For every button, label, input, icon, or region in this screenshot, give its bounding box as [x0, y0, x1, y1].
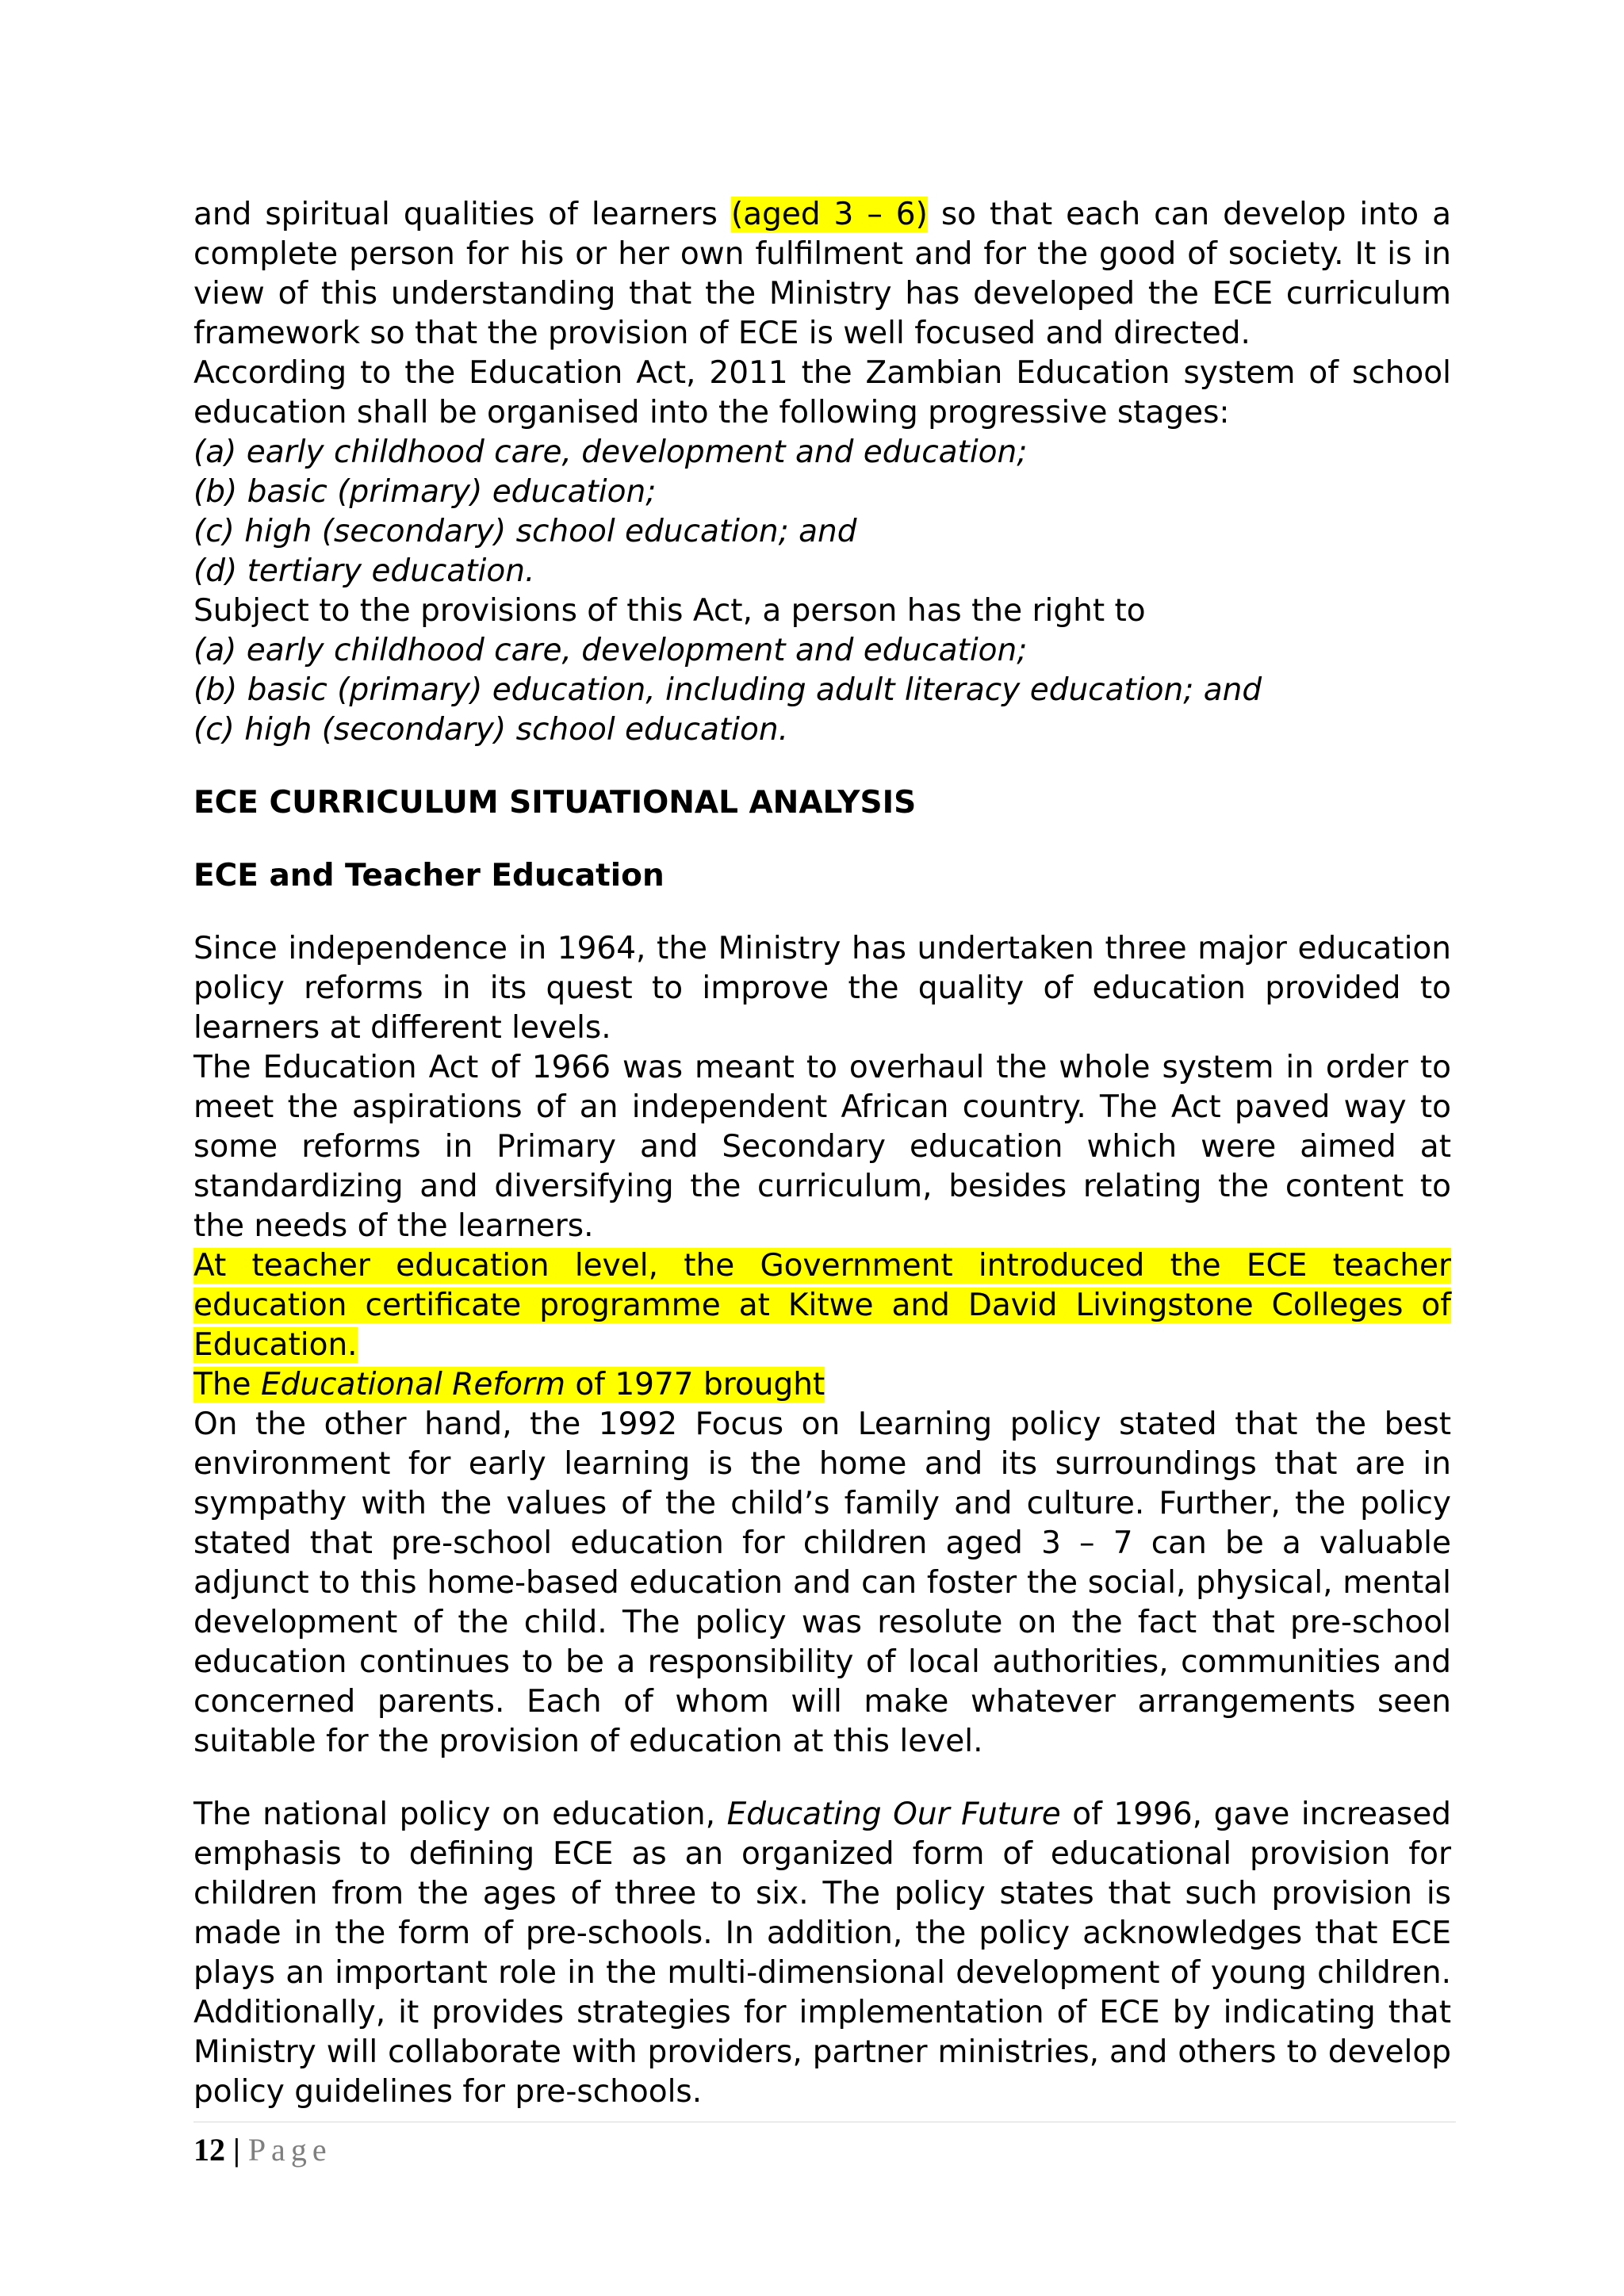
- reform-title: Educational Reform: [260, 1367, 565, 1402]
- subsection-heading-teacher-education: ECE and Teacher Education: [193, 858, 665, 894]
- national-policy-paragraph: [193, 1795, 1451, 2112]
- educational-reform-line: [193, 1365, 1451, 1405]
- reform-text-end: of 1977 brought: [565, 1367, 825, 1402]
- right-item: (a) early childhood care, development and education;: [193, 633, 1028, 668]
- page-indicator: [193, 2130, 1456, 2170]
- teacher-education-highlight: At teacher education level, the Government introduced the ECE teacher education certificate programme at Kitwe and David Livingstone Colleges of Education.: [193, 1248, 1451, 1363]
- section-heading-situational-analysis: ECE CURRICULUM SITUATIONAL ANALYSIS: [193, 785, 917, 821]
- footer-separator: |: [233, 2132, 240, 2168]
- focus-on-learning-paragraph: On the other hand, the 1992 Focus on Learning policy stated that the best environment for early learning is the home and its surroundings that are in sympathy with the values of the child’s family and culture. Further, the policy stated that pre-school education for children aged 3 – 7 can be a valuable adjunct to this home-based education and can foster the social, physical, mental development of the child. The policy was resolute on the fact that pre-school education continues to be a responsibility of local authorities, communities and concerned parents. Each of whom will make whatever arrangements seen suitable for the provision of education at this level.: [193, 1406, 1451, 1759]
- independence-paragraph: Since independence in 1964, the Ministry has undertaken three major education policy reforms in its quest to improve the quality of education provided to learners at different levels.: [193, 931, 1451, 1046]
- page-footer: [193, 2122, 1456, 2170]
- right-item: (c) high (secondary) school education.: [193, 712, 788, 748]
- document-page: [193, 195, 1451, 2112]
- reform-text-start: The: [193, 1367, 261, 1402]
- national-text-end: of 1996, gave increased emphasis to defining ECE as an organized form of educational provision for children from the ages of three to six. The policy states that such provision is made in the form of pre-schools. In addition, the policy acknowledges that ECE plays an important role in the multi-dimensional development of young children. Additionally, it provides strategies for implementation of ECE by indicating that Ministry will collaborate with providers, partner ministries, and others to develop policy guidelines for pre-schools.: [193, 1797, 1451, 2110]
- intro-text-end: so that each can develop into a complete person for his or her own fulfilment and for the good of society. It is in view of this understanding that the Ministry has developed the ECE curriculum framework so that the provision of ECE is well focused and directed.: [193, 197, 1451, 351]
- page-label: Page: [247, 2132, 332, 2168]
- stage-item: (b) basic (primary) education;: [193, 474, 657, 510]
- stage-item: (a) early childhood care, development and education;: [193, 434, 1028, 470]
- right-item: (b) basic (primary) education, including adult literacy education; and: [193, 672, 1262, 708]
- policy-title: Educating Our Future: [726, 1797, 1061, 1832]
- education-act-1966-paragraph: The Education Act of 1966 was meant to overhaul the whole system in order to meet the aspirations of an independent African country. The Act paved way to some reforms in Primary and Secondary education which were aimed at standardizing and diversifying the curriculum, besides relating the content to the needs of the learners.: [193, 1050, 1451, 1244]
- education-act-paragraph: According to the Education Act, 2011 the Zambian Education system of school education shall be organised into the following progressive stages:: [193, 355, 1451, 430]
- age-range-highlight: (aged 3 – 6): [730, 197, 928, 232]
- rights-intro: Subject to the provisions of this Act, a person has the right to: [193, 593, 1146, 629]
- page-number: 12: [193, 2132, 225, 2168]
- intro-text-start: and spiritual qualities of learners: [193, 197, 731, 232]
- educational-reform-highlight: [193, 1367, 825, 1402]
- stage-item: (c) high (secondary) school education; and: [193, 514, 857, 549]
- stage-item: (d) tertiary education.: [193, 553, 535, 589]
- national-text-start: The national policy on education,: [193, 1797, 727, 1832]
- intro-paragraph: [193, 195, 1451, 354]
- teacher-education-paragraph: [193, 1246, 1451, 1365]
